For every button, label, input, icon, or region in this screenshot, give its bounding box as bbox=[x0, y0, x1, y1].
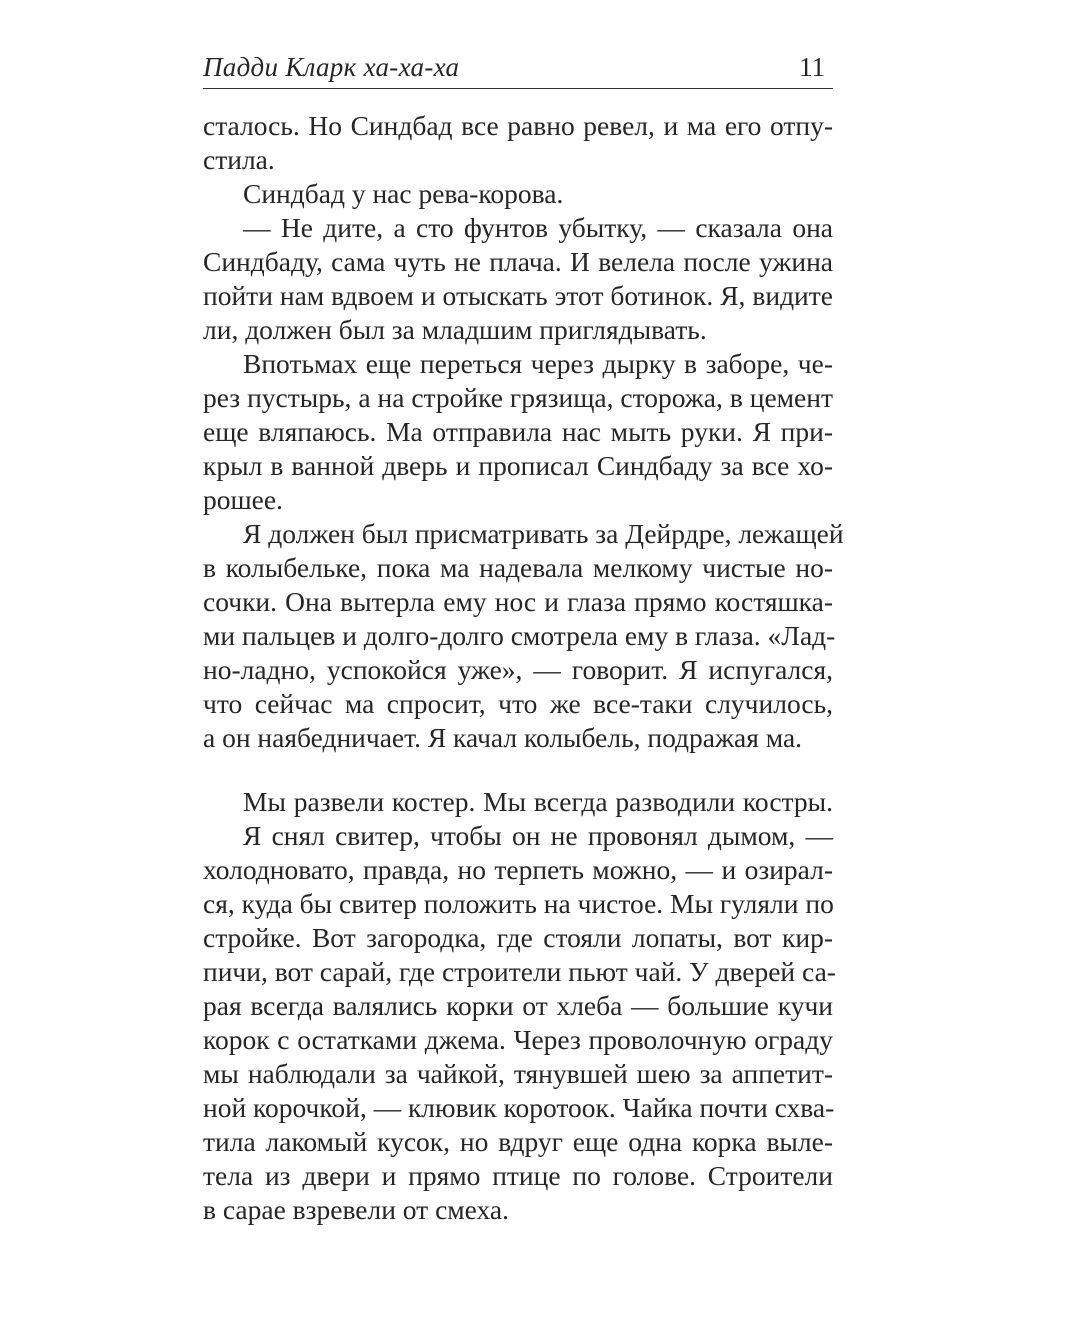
text-line: Я снял свитер, чтобы он не провонял дымом, — bbox=[243, 820, 833, 851]
text-line: Впотьмах еще переться через дырку в заборе, че- bbox=[243, 348, 833, 379]
text-line: рая всегда валялись корки от хлеба — большие кучи bbox=[203, 990, 833, 1021]
text-line: ся, куда бы свитер положить на чистое. Мы гуляли по bbox=[203, 888, 834, 919]
text-line: мы наблюдали за чайкой, тянувшей шею за аппетит- bbox=[203, 1058, 833, 1089]
running-title: Падди Кларк ха-ха-ха bbox=[203, 52, 460, 82]
page-number: 11 bbox=[799, 52, 825, 82]
text-line: стройке. Вот загородка, где стояли лопаты, вот кир- bbox=[203, 922, 833, 953]
text-line: что сейчас ма спросит, что же все-таки случилось, bbox=[203, 688, 833, 719]
text-line: еще вляпаюсь. Ма отправила нас мыть руки. Я при- bbox=[203, 416, 833, 447]
text-line: Синдбаду, сама чуть не плача. И велела после ужина bbox=[203, 246, 833, 277]
text-line: стила. bbox=[203, 144, 275, 175]
text-line: в сарае взревели от смеха. bbox=[203, 1194, 509, 1225]
text-line: ми пальцев и долго-долго смотрела ему в глаза. «Лад- bbox=[203, 620, 836, 651]
text-line: в колыбельке, пока ма надевала мелкому чистые но- bbox=[203, 552, 833, 583]
text-line: сталось. Но Синдбад все равно ревел, и ма его отпу- bbox=[203, 110, 833, 141]
text-line: холодновато, правда, но терпеть можно, — и озирал- bbox=[203, 854, 833, 885]
text-line: ли, должен был за младшим приглядывать. bbox=[203, 314, 707, 345]
text-line: — Не дите, а сто фунтов убытку, — сказала она bbox=[243, 212, 833, 243]
text-line: сочки. Она вытерла ему нос и глаза прямо костяшка- bbox=[203, 586, 833, 617]
text-line: рошее. bbox=[203, 484, 283, 515]
text-block-1 bbox=[203, 109, 844, 755]
text-line: Мы развели костер. Мы всегда разводили костры. bbox=[243, 786, 833, 817]
page-header bbox=[203, 50, 833, 89]
text-line: пойти нам вдвоем и отыскать этот ботинок. Я, видите bbox=[203, 280, 833, 311]
text-line: корок с остатками джема. Через проволочную ограду bbox=[203, 1024, 833, 1055]
text-block-2 bbox=[203, 785, 836, 1227]
text-line: Синдбад у нас рева-корова. bbox=[243, 178, 564, 209]
text-line: рез пустырь, а на стройке грязища, сторожа, в цемент bbox=[203, 382, 833, 413]
text-line: а он наябедничает. Я качал колыбель, подражая ма. bbox=[203, 722, 803, 753]
text-line: тела из двери и прямо птице по голове. Строители bbox=[203, 1160, 833, 1191]
text-line: крыл в ванной дверь и прописал Синдбаду за все хо- bbox=[203, 450, 833, 481]
text-line: тила лакомый кусок, но вдруг еще одна корка выле- bbox=[203, 1126, 833, 1157]
text-line: Я должен был присматривать за Дейрдре, лежащей bbox=[243, 518, 844, 549]
text-line: но-ладно, успокойся уже», — говорит. Я испугался, bbox=[203, 654, 833, 685]
text-line: пичи, вот сарай, где строители пьют чай. У дверей са- bbox=[203, 956, 836, 987]
text-line: ной корочкой, — клювик коротоок. Чайка почти схва- bbox=[203, 1092, 835, 1123]
